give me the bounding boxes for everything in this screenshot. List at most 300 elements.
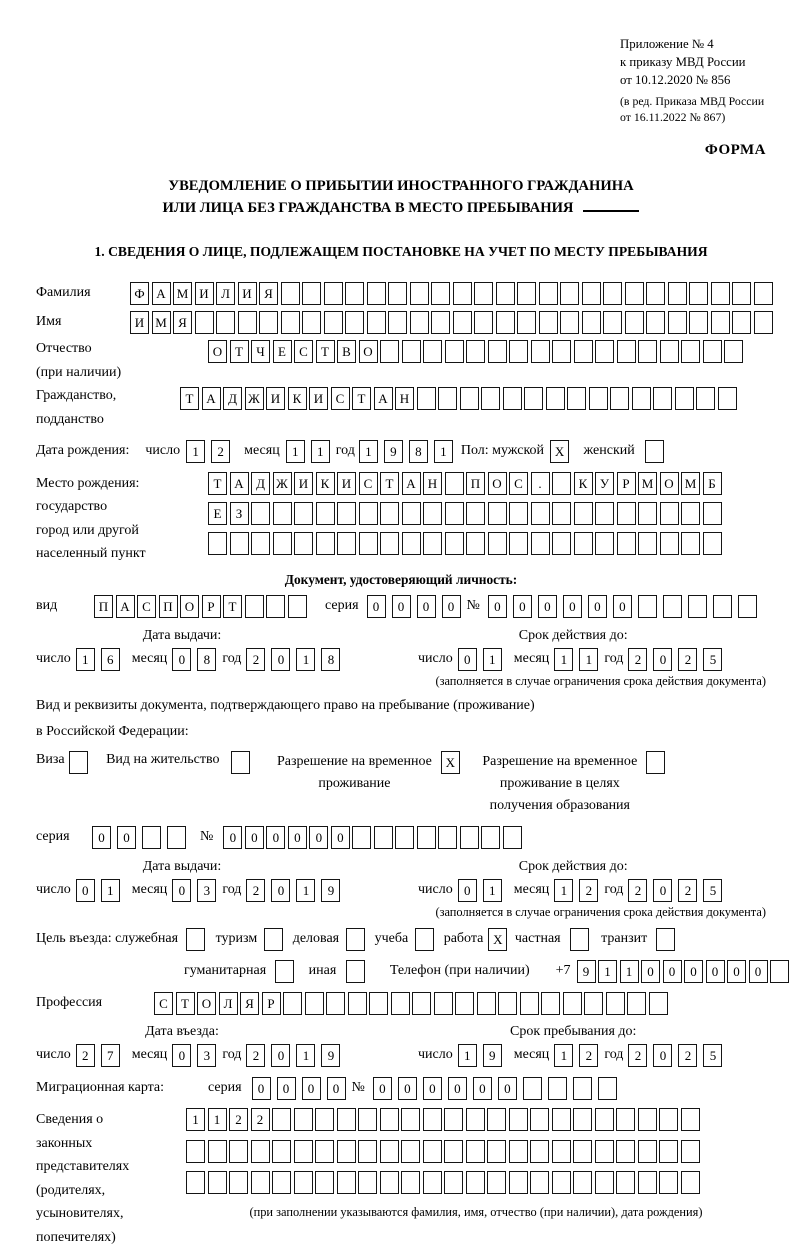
char-box[interactable] bbox=[345, 311, 364, 334]
char-box[interactable]: 1 bbox=[458, 1044, 477, 1067]
char-box[interactable] bbox=[369, 992, 388, 1015]
doc-issue-month-field[interactable] bbox=[172, 648, 222, 671]
char-box[interactable] bbox=[358, 1108, 377, 1131]
char-box[interactable]: 0 bbox=[117, 826, 136, 849]
char-box[interactable]: О bbox=[359, 340, 378, 363]
char-box[interactable]: 1 bbox=[296, 879, 315, 902]
char-box[interactable]: О bbox=[197, 992, 216, 1015]
char-box[interactable]: Л bbox=[219, 992, 238, 1015]
permit-valid-year-field[interactable] bbox=[628, 879, 728, 902]
stay-month-field[interactable] bbox=[554, 1044, 604, 1067]
char-box[interactable]: 2 bbox=[628, 648, 647, 671]
char-box[interactable]: 8 bbox=[409, 440, 428, 463]
char-box[interactable] bbox=[264, 928, 283, 951]
char-box[interactable] bbox=[503, 387, 522, 410]
birth-day-field[interactable] bbox=[186, 440, 236, 463]
char-box[interactable]: Ч bbox=[251, 340, 270, 363]
entry-year-field[interactable] bbox=[246, 1044, 346, 1067]
char-box[interactable]: Е bbox=[208, 502, 227, 525]
char-box[interactable]: С bbox=[509, 472, 528, 495]
char-box[interactable] bbox=[638, 1171, 657, 1194]
char-box[interactable] bbox=[552, 1171, 571, 1194]
char-box[interactable] bbox=[659, 1171, 678, 1194]
char-box[interactable] bbox=[659, 1108, 678, 1131]
char-box[interactable] bbox=[466, 340, 485, 363]
char-box[interactable]: Ж bbox=[245, 387, 264, 410]
char-box[interactable] bbox=[273, 502, 292, 525]
char-box[interactable] bbox=[466, 1140, 485, 1163]
char-box[interactable] bbox=[573, 1108, 592, 1131]
char-box[interactable] bbox=[359, 502, 378, 525]
char-box[interactable]: 0 bbox=[563, 595, 582, 618]
char-box[interactable]: 0 bbox=[92, 826, 111, 849]
char-box[interactable]: Р bbox=[617, 472, 636, 495]
char-box[interactable] bbox=[444, 1108, 463, 1131]
char-box[interactable] bbox=[498, 992, 517, 1015]
char-box[interactable] bbox=[346, 960, 365, 983]
char-box[interactable] bbox=[348, 992, 367, 1015]
char-box[interactable]: О bbox=[208, 340, 227, 363]
char-box[interactable]: 1 bbox=[208, 1108, 227, 1131]
char-box[interactable]: 2 bbox=[211, 440, 230, 463]
char-box[interactable] bbox=[638, 1140, 657, 1163]
char-box[interactable]: Ж bbox=[273, 472, 292, 495]
char-box[interactable] bbox=[617, 502, 636, 525]
char-box[interactable] bbox=[423, 340, 442, 363]
char-box[interactable] bbox=[417, 826, 436, 849]
private-checkbox[interactable] bbox=[570, 928, 592, 951]
stay-year-field[interactable] bbox=[628, 1044, 728, 1067]
char-box[interactable] bbox=[656, 928, 675, 951]
char-box[interactable] bbox=[617, 532, 636, 555]
char-box[interactable] bbox=[509, 502, 528, 525]
char-box[interactable] bbox=[358, 1140, 377, 1163]
char-box[interactable] bbox=[539, 311, 558, 334]
char-box[interactable] bbox=[738, 595, 757, 618]
char-box[interactable] bbox=[646, 311, 665, 334]
char-box[interactable]: 0 bbox=[245, 826, 264, 849]
char-box[interactable] bbox=[302, 311, 321, 334]
char-box[interactable]: 9 bbox=[321, 1044, 340, 1067]
phone-field[interactable] bbox=[577, 960, 792, 983]
char-box[interactable] bbox=[573, 1171, 592, 1194]
sex-male-checkbox[interactable] bbox=[550, 440, 572, 463]
char-box[interactable] bbox=[560, 311, 579, 334]
char-box[interactable] bbox=[675, 387, 694, 410]
char-box[interactable] bbox=[294, 1140, 313, 1163]
char-box[interactable] bbox=[431, 282, 450, 305]
char-box[interactable] bbox=[724, 340, 743, 363]
char-box[interactable] bbox=[326, 992, 345, 1015]
temp-residence-edu-checkbox[interactable] bbox=[646, 751, 668, 774]
char-box[interactable] bbox=[345, 282, 364, 305]
char-box[interactable]: О bbox=[660, 472, 679, 495]
char-box[interactable] bbox=[595, 340, 614, 363]
char-box[interactable]: Л bbox=[216, 282, 235, 305]
char-box[interactable]: 1 bbox=[483, 879, 502, 902]
char-box[interactable]: 0 bbox=[398, 1077, 417, 1100]
char-box[interactable]: 2 bbox=[246, 879, 265, 902]
char-box[interactable] bbox=[444, 1171, 463, 1194]
char-box[interactable] bbox=[453, 311, 472, 334]
char-box[interactable]: 0 bbox=[271, 648, 290, 671]
char-box[interactable] bbox=[423, 1171, 442, 1194]
char-box[interactable] bbox=[574, 532, 593, 555]
char-box[interactable]: 0 bbox=[458, 879, 477, 902]
char-box[interactable] bbox=[251, 532, 270, 555]
char-box[interactable]: А bbox=[116, 595, 135, 618]
char-box[interactable]: 9 bbox=[483, 1044, 502, 1067]
char-box[interactable] bbox=[380, 502, 399, 525]
char-box[interactable] bbox=[275, 960, 294, 983]
char-box[interactable] bbox=[598, 1077, 617, 1100]
representatives-row1-field[interactable] bbox=[186, 1108, 702, 1131]
char-box[interactable] bbox=[417, 387, 436, 410]
char-box[interactable] bbox=[466, 532, 485, 555]
char-box[interactable] bbox=[703, 532, 722, 555]
char-box[interactable] bbox=[266, 595, 285, 618]
char-box[interactable] bbox=[281, 311, 300, 334]
char-box[interactable] bbox=[595, 532, 614, 555]
char-box[interactable] bbox=[649, 992, 668, 1015]
char-box[interactable] bbox=[251, 502, 270, 525]
char-box[interactable]: А bbox=[230, 472, 249, 495]
char-box[interactable]: 2 bbox=[628, 1044, 647, 1067]
char-box[interactable]: Т bbox=[208, 472, 227, 495]
entry-month-field[interactable] bbox=[172, 1044, 222, 1067]
char-box[interactable] bbox=[713, 595, 732, 618]
char-box[interactable] bbox=[466, 1108, 485, 1131]
char-box[interactable] bbox=[358, 1171, 377, 1194]
char-box[interactable]: Т bbox=[352, 387, 371, 410]
char-box[interactable] bbox=[638, 595, 657, 618]
char-box[interactable]: 0 bbox=[458, 648, 477, 671]
char-box[interactable] bbox=[367, 282, 386, 305]
char-box[interactable]: 0 bbox=[538, 595, 557, 618]
char-box[interactable] bbox=[402, 340, 421, 363]
char-box[interactable] bbox=[337, 1108, 356, 1131]
char-box[interactable]: 0 bbox=[653, 879, 672, 902]
char-box[interactable] bbox=[380, 340, 399, 363]
char-box[interactable]: 0 bbox=[172, 648, 191, 671]
char-box[interactable] bbox=[487, 1140, 506, 1163]
char-box[interactable] bbox=[474, 311, 493, 334]
char-box[interactable] bbox=[337, 1140, 356, 1163]
char-box[interactable]: 0 bbox=[302, 1077, 321, 1100]
char-box[interactable] bbox=[466, 1171, 485, 1194]
char-box[interactable]: 2 bbox=[678, 879, 697, 902]
char-box[interactable] bbox=[595, 1140, 614, 1163]
char-box[interactable] bbox=[401, 1108, 420, 1131]
char-box[interactable]: О bbox=[488, 472, 507, 495]
birthplace-row2-field[interactable] bbox=[208, 502, 724, 525]
char-box[interactable] bbox=[567, 387, 586, 410]
char-box[interactable] bbox=[531, 340, 550, 363]
char-box[interactable] bbox=[616, 1171, 635, 1194]
char-box[interactable] bbox=[272, 1140, 291, 1163]
doc-number-field[interactable] bbox=[488, 595, 763, 618]
char-box[interactable]: 0 bbox=[331, 826, 350, 849]
profession-field[interactable] bbox=[154, 992, 670, 1015]
char-box[interactable]: 9 bbox=[577, 960, 596, 983]
char-box[interactable]: 8 bbox=[321, 648, 340, 671]
char-box[interactable] bbox=[402, 502, 421, 525]
char-box[interactable]: 3 bbox=[197, 1044, 216, 1067]
char-box[interactable] bbox=[754, 311, 773, 334]
char-box[interactable]: Я bbox=[240, 992, 259, 1015]
char-box[interactable] bbox=[523, 1077, 542, 1100]
char-box[interactable]: 0 bbox=[271, 1044, 290, 1067]
char-box[interactable]: Т bbox=[176, 992, 195, 1015]
char-box[interactable] bbox=[359, 532, 378, 555]
char-box[interactable] bbox=[288, 595, 307, 618]
char-box[interactable]: X bbox=[488, 928, 507, 951]
permit-valid-day-field[interactable] bbox=[458, 879, 508, 902]
char-box[interactable] bbox=[570, 928, 589, 951]
char-box[interactable] bbox=[453, 282, 472, 305]
doc-issue-year-field[interactable] bbox=[246, 648, 346, 671]
char-box[interactable] bbox=[754, 282, 773, 305]
char-box[interactable] bbox=[460, 387, 479, 410]
char-box[interactable] bbox=[460, 826, 479, 849]
char-box[interactable] bbox=[367, 311, 386, 334]
char-box[interactable]: 1 bbox=[554, 879, 573, 902]
doc-issue-day-field[interactable] bbox=[76, 648, 126, 671]
char-box[interactable] bbox=[251, 1140, 270, 1163]
char-box[interactable]: 0 bbox=[288, 826, 307, 849]
char-box[interactable] bbox=[388, 282, 407, 305]
char-box[interactable] bbox=[337, 1171, 356, 1194]
char-box[interactable]: 8 bbox=[197, 648, 216, 671]
visa-checkbox[interactable] bbox=[69, 751, 91, 774]
char-box[interactable]: 0 bbox=[172, 879, 191, 902]
char-box[interactable] bbox=[606, 992, 625, 1015]
char-box[interactable]: 1 bbox=[186, 440, 205, 463]
char-box[interactable]: И bbox=[266, 387, 285, 410]
char-box[interactable]: 1 bbox=[483, 648, 502, 671]
birthplace-row3-field[interactable] bbox=[208, 532, 724, 555]
char-box[interactable]: П bbox=[159, 595, 178, 618]
char-box[interactable] bbox=[638, 502, 657, 525]
char-box[interactable]: 0 bbox=[442, 595, 461, 618]
char-box[interactable]: С bbox=[294, 340, 313, 363]
char-box[interactable] bbox=[732, 311, 751, 334]
char-box[interactable] bbox=[316, 502, 335, 525]
patronymic-field[interactable] bbox=[208, 340, 746, 363]
char-box[interactable] bbox=[272, 1108, 291, 1131]
doc-valid-day-field[interactable] bbox=[458, 648, 508, 671]
char-box[interactable] bbox=[251, 1171, 270, 1194]
migcard-series-field[interactable] bbox=[252, 1077, 352, 1100]
study-checkbox[interactable] bbox=[415, 928, 437, 951]
permit-issue-year-field[interactable] bbox=[246, 879, 346, 902]
char-box[interactable]: 0 bbox=[513, 595, 532, 618]
char-box[interactable]: А bbox=[402, 472, 421, 495]
char-box[interactable]: А bbox=[152, 282, 171, 305]
char-box[interactable] bbox=[546, 387, 565, 410]
char-box[interactable] bbox=[208, 532, 227, 555]
char-box[interactable]: У bbox=[595, 472, 614, 495]
char-box[interactable] bbox=[315, 1108, 334, 1131]
char-box[interactable]: И bbox=[195, 282, 214, 305]
char-box[interactable]: К bbox=[574, 472, 593, 495]
char-box[interactable] bbox=[688, 595, 707, 618]
char-box[interactable] bbox=[496, 311, 515, 334]
char-box[interactable]: Т bbox=[230, 340, 249, 363]
char-box[interactable]: Н bbox=[423, 472, 442, 495]
char-box[interactable]: 0 bbox=[271, 879, 290, 902]
char-box[interactable] bbox=[589, 387, 608, 410]
char-box[interactable] bbox=[517, 282, 536, 305]
citizenship-field[interactable] bbox=[180, 387, 739, 410]
char-box[interactable]: 0 bbox=[684, 960, 703, 983]
char-box[interactable]: И bbox=[337, 472, 356, 495]
char-box[interactable]: М bbox=[152, 311, 171, 334]
char-box[interactable] bbox=[574, 502, 593, 525]
char-box[interactable]: К bbox=[288, 387, 307, 410]
char-box[interactable] bbox=[337, 502, 356, 525]
char-box[interactable] bbox=[531, 502, 550, 525]
char-box[interactable]: 0 bbox=[473, 1077, 492, 1100]
permit-valid-month-field[interactable] bbox=[554, 879, 604, 902]
char-box[interactable] bbox=[632, 387, 651, 410]
char-box[interactable]: 0 bbox=[613, 595, 632, 618]
char-box[interactable] bbox=[660, 532, 679, 555]
char-box[interactable] bbox=[273, 532, 292, 555]
char-box[interactable] bbox=[552, 502, 571, 525]
char-box[interactable]: 1 bbox=[311, 440, 330, 463]
char-box[interactable] bbox=[616, 1108, 635, 1131]
char-box[interactable] bbox=[638, 340, 657, 363]
char-box[interactable] bbox=[574, 340, 593, 363]
char-box[interactable]: 0 bbox=[653, 1044, 672, 1067]
char-box[interactable]: И bbox=[130, 311, 149, 334]
char-box[interactable] bbox=[481, 387, 500, 410]
char-box[interactable] bbox=[627, 992, 646, 1015]
char-box[interactable]: 0 bbox=[252, 1077, 271, 1100]
char-box[interactable] bbox=[595, 502, 614, 525]
char-box[interactable] bbox=[315, 1140, 334, 1163]
char-box[interactable]: 1 bbox=[101, 879, 120, 902]
char-box[interactable] bbox=[474, 282, 493, 305]
char-box[interactable] bbox=[415, 928, 434, 951]
char-box[interactable] bbox=[352, 826, 371, 849]
char-box[interactable]: 2 bbox=[628, 879, 647, 902]
char-box[interactable] bbox=[653, 387, 672, 410]
char-box[interactable] bbox=[660, 502, 679, 525]
char-box[interactable] bbox=[395, 826, 414, 849]
char-box[interactable] bbox=[732, 282, 751, 305]
char-box[interactable]: 0 bbox=[749, 960, 768, 983]
char-box[interactable] bbox=[603, 311, 622, 334]
sex-female-checkbox[interactable] bbox=[645, 440, 667, 463]
char-box[interactable]: О bbox=[180, 595, 199, 618]
doc-type-field[interactable] bbox=[94, 595, 309, 618]
char-box[interactable] bbox=[423, 1140, 442, 1163]
char-box[interactable] bbox=[324, 311, 343, 334]
char-box[interactable]: Т bbox=[380, 472, 399, 495]
char-box[interactable] bbox=[216, 311, 235, 334]
char-box[interactable] bbox=[530, 1108, 549, 1131]
char-box[interactable]: 9 bbox=[321, 879, 340, 902]
char-box[interactable] bbox=[294, 532, 313, 555]
char-box[interactable] bbox=[488, 502, 507, 525]
char-box[interactable] bbox=[681, 532, 700, 555]
char-box[interactable]: Я bbox=[173, 311, 192, 334]
char-box[interactable] bbox=[689, 282, 708, 305]
char-box[interactable] bbox=[324, 282, 343, 305]
doc-valid-year-field[interactable] bbox=[628, 648, 728, 671]
char-box[interactable] bbox=[645, 440, 664, 463]
char-box[interactable] bbox=[455, 992, 474, 1015]
char-box[interactable]: И bbox=[238, 282, 257, 305]
char-box[interactable]: Д bbox=[251, 472, 270, 495]
char-box[interactable] bbox=[703, 340, 722, 363]
char-box[interactable]: Ф bbox=[130, 282, 149, 305]
char-box[interactable]: 2 bbox=[246, 648, 265, 671]
char-box[interactable] bbox=[503, 826, 522, 849]
char-box[interactable]: Е bbox=[273, 340, 292, 363]
doc-valid-month-field[interactable] bbox=[554, 648, 604, 671]
char-box[interactable] bbox=[552, 340, 571, 363]
char-box[interactable]: 1 bbox=[296, 648, 315, 671]
char-box[interactable] bbox=[167, 826, 186, 849]
char-box[interactable] bbox=[625, 311, 644, 334]
char-box[interactable] bbox=[616, 1140, 635, 1163]
char-box[interactable] bbox=[509, 1140, 528, 1163]
char-box[interactable]: З bbox=[230, 502, 249, 525]
char-box[interactable] bbox=[509, 1108, 528, 1131]
char-box[interactable]: 0 bbox=[641, 960, 660, 983]
char-box[interactable] bbox=[438, 826, 457, 849]
given-name-field[interactable] bbox=[130, 311, 775, 334]
char-box[interactable]: 0 bbox=[498, 1077, 517, 1100]
char-box[interactable] bbox=[445, 340, 464, 363]
char-box[interactable]: 0 bbox=[653, 648, 672, 671]
char-box[interactable]: 7 bbox=[101, 1044, 120, 1067]
char-box[interactable]: Т bbox=[316, 340, 335, 363]
char-box[interactable]: 2 bbox=[678, 648, 697, 671]
char-box[interactable] bbox=[412, 992, 431, 1015]
char-box[interactable] bbox=[668, 311, 687, 334]
permit-number-field[interactable] bbox=[223, 826, 524, 849]
residence-permit-checkbox[interactable] bbox=[231, 751, 253, 774]
char-box[interactable]: А bbox=[374, 387, 393, 410]
char-box[interactable] bbox=[617, 340, 636, 363]
char-box[interactable] bbox=[681, 1140, 700, 1163]
char-box[interactable] bbox=[638, 1108, 657, 1131]
char-box[interactable] bbox=[582, 311, 601, 334]
char-box[interactable] bbox=[718, 387, 737, 410]
char-box[interactable] bbox=[186, 928, 205, 951]
char-box[interactable]: 6 bbox=[101, 648, 120, 671]
char-box[interactable] bbox=[487, 1171, 506, 1194]
tourism-checkbox[interactable] bbox=[264, 928, 286, 951]
char-box[interactable] bbox=[517, 311, 536, 334]
char-box[interactable]: 0 bbox=[392, 595, 411, 618]
char-box[interactable] bbox=[625, 282, 644, 305]
char-box[interactable] bbox=[444, 1140, 463, 1163]
char-box[interactable] bbox=[524, 387, 543, 410]
char-box[interactable] bbox=[552, 472, 571, 495]
char-box[interactable]: 2 bbox=[76, 1044, 95, 1067]
char-box[interactable] bbox=[681, 340, 700, 363]
char-box[interactable] bbox=[541, 992, 560, 1015]
char-box[interactable] bbox=[438, 387, 457, 410]
char-box[interactable]: . bbox=[531, 472, 550, 495]
char-box[interactable] bbox=[689, 311, 708, 334]
birthplace-row1-field[interactable] bbox=[208, 472, 724, 495]
